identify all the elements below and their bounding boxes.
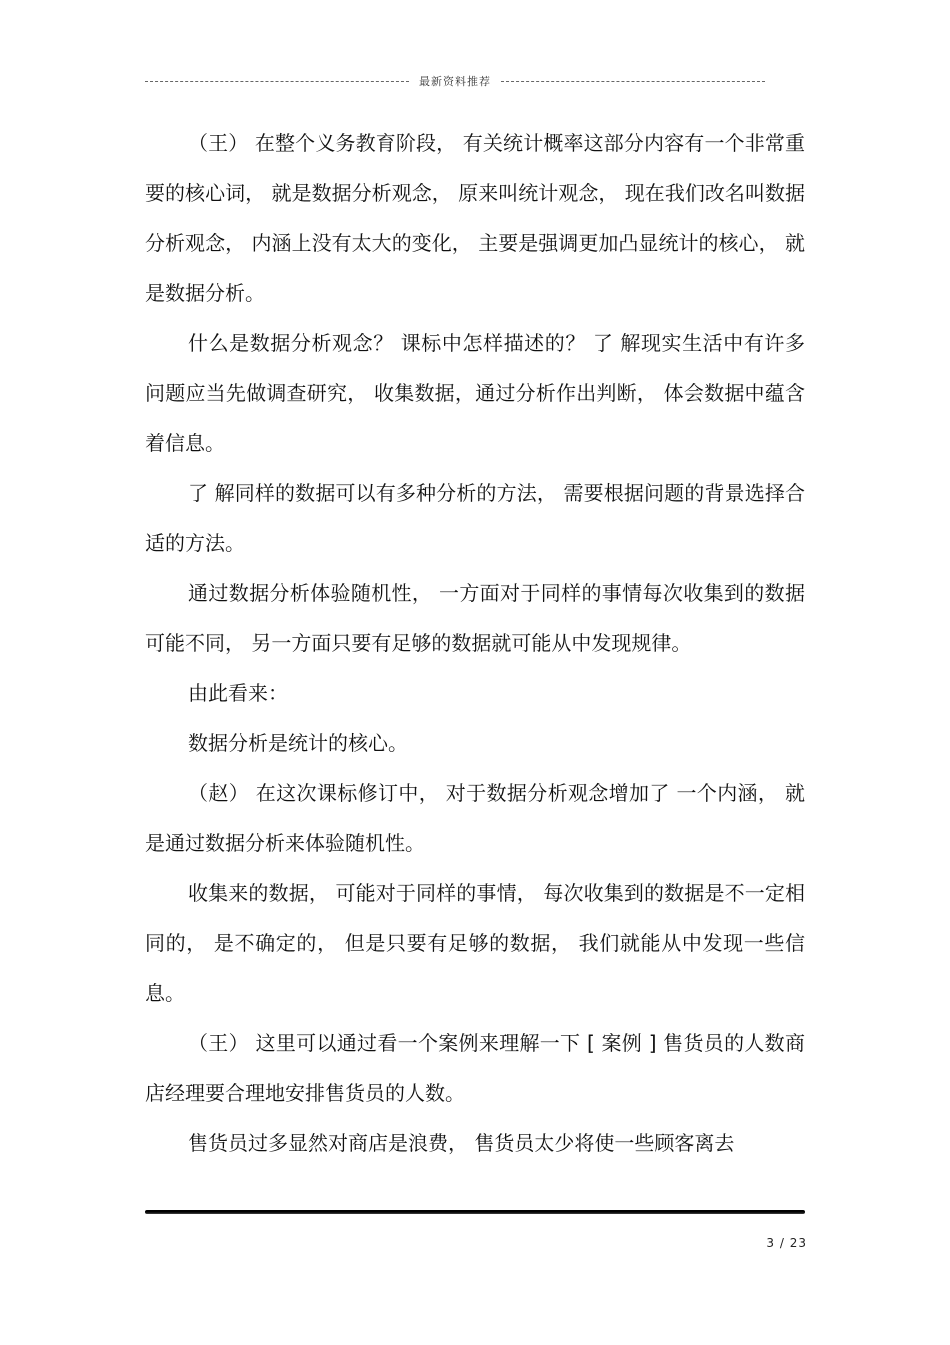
page-number: 3 / 23 bbox=[766, 1236, 807, 1250]
header-rule-right bbox=[501, 81, 765, 82]
header-title: 最新资料推荐 bbox=[419, 75, 491, 88]
page-header bbox=[145, 72, 765, 90]
header-rule-left bbox=[145, 81, 409, 82]
paragraph: 通过数据分析体验随机性， 一方面对于同样的事情每次收集到的数据可能不同， 另一方面只要有足够的数据就可能从中发现规律。 bbox=[145, 581, 805, 655]
paragraph: 由此看来： bbox=[188, 681, 288, 705]
paragraph: （赵） 在这次课标修订中， 对于数据分析观念增加了 一个内涵， 就是通过数据分析来体验随机性。 bbox=[145, 781, 805, 855]
footer-rule bbox=[145, 1210, 805, 1214]
paragraph: 售货员过多显然对商店是浪费， 售货员太少将使一些顾客离去 bbox=[188, 1131, 735, 1155]
paragraph: （王） 这里可以通过看一个案例来理解一下 [ 案例 ] 售货员的人数商店经理要合理地安排售货员的人数。 bbox=[145, 1031, 805, 1105]
document-body bbox=[145, 118, 805, 1168]
paragraph: 数据分析是统计的核心。 bbox=[188, 731, 408, 755]
paragraph: （王） 在整个义务教育阶段， 有关统计概率这部分内容有一个非常重要的核心词， 就是数据分析观念， 原来叫统计观念， 现在我们改名叫数据分析观念， 内涵上没有太大的变化， 主要是强调更加凸显统计的核心， 就是数据分析。 bbox=[145, 131, 805, 305]
paragraph: 什么是数据分析观念？ 课标中怎样描述的？ 了 解现实生活中有许多问题应当先做调查研究， 收集数据，通过分析作出判断， 体会数据中蕴含着信息。 bbox=[145, 331, 805, 455]
paragraph: 了 解同样的数据可以有多种分析的方法， 需要根据问题的背景选择合适的方法。 bbox=[145, 481, 805, 555]
paragraph: 收集来的数据， 可能对于同样的事情， 每次收集到的数据是不一定相同的， 是不确定的， 但是只要有足够的数据， 我们就能从中发现一些信息。 bbox=[145, 881, 805, 1005]
